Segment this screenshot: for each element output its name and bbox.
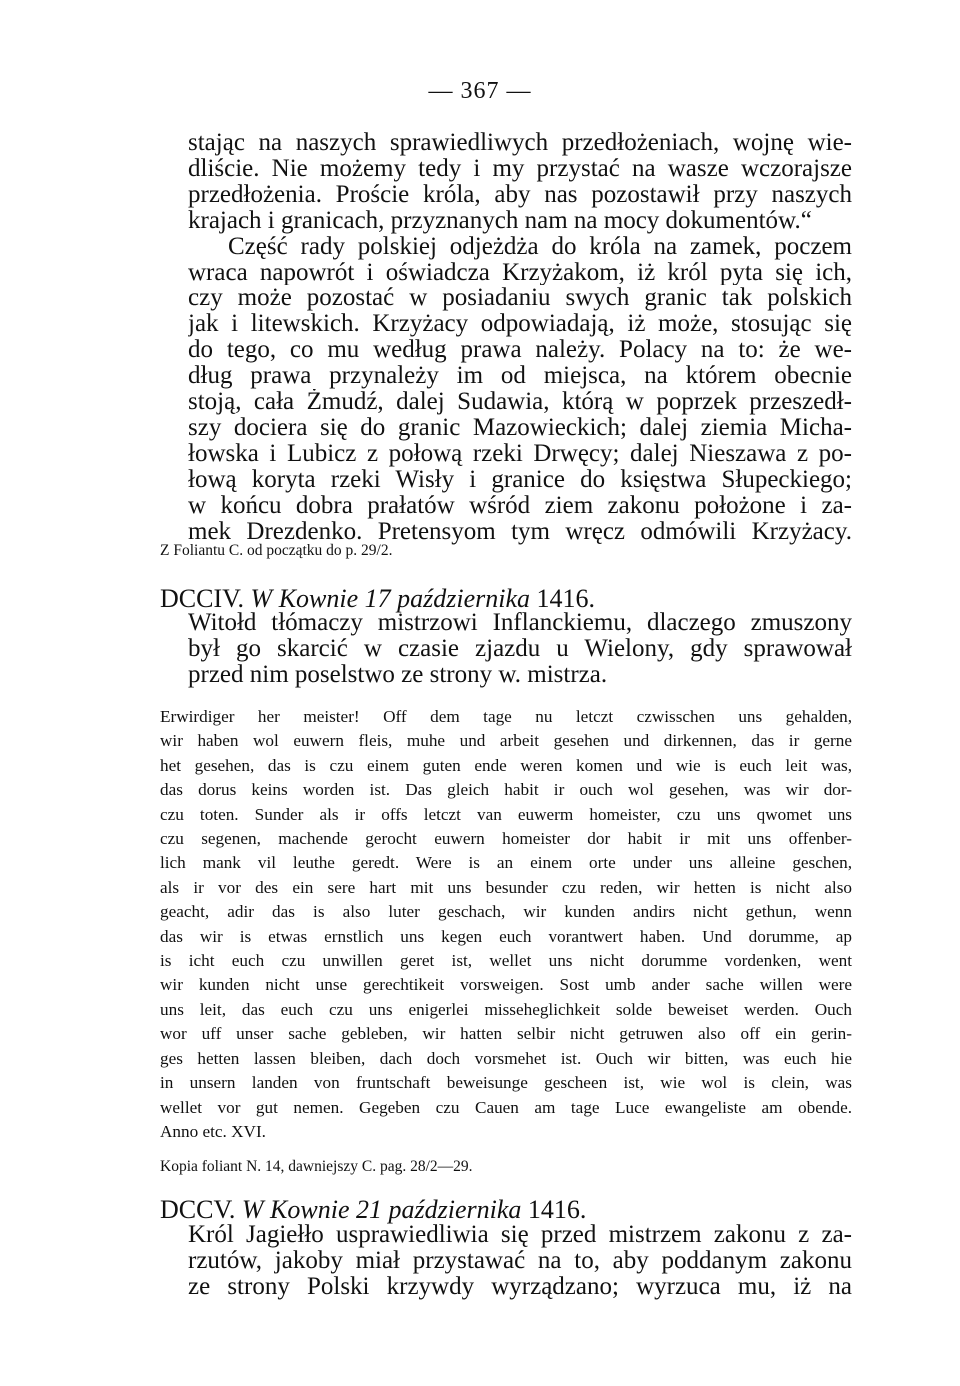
summary-line: rzutów, jakoby miał przystawać na to, aby poddanym zakonu [188,1248,852,1274]
summary-line: Król Jagiełło usprawiedliwia się przed mistrzem zakonu z za- [188,1222,852,1248]
document-number: DCCV. [160,1195,236,1224]
text-line: Anno etc. XVI. [160,1121,266,1141]
text-line: wraca napowrót i oświadcza Krzyżakom, iż król pyta się ich, [188,259,852,286]
text-line: czy może pozostać w posiadaniu swych granic tak polskich [188,285,852,312]
text-line: czu segenen, machende gerocht euwern homeister dor habit ir mit uns offenber- [160,829,852,849]
document-year: 1416. [527,1195,587,1224]
text-line: dług prawa przynależy im od miejsca, na którem obecnie [188,363,852,390]
text-line: wor uff unser sache gebleben, wir hatten selbir nicht getruwen also off ein gerin- [160,1024,852,1044]
text-line: lich mank vil leuthe geredt. Were is an einem orte under uns alleine geschen, [160,853,852,873]
document-text [160,705,852,1144]
text-line: wir haben wol euwern fleis, muhe und arbeit gesehen und dirkennen, das ir gerne [160,731,852,751]
text-line: szy dociera się do granic Mazowieckich; dalej ziemia Micha- [188,414,852,441]
source-note: Kopia foliant N. 14, dawniejszy C. pag. 28/2—29. [160,1158,473,1175]
text-line: Erwirdiger her meister! Off dem tage nu letczt czwisschen uns gehalden, [160,707,852,726]
text-line: stoją, cała Żmudź, dalej Sudawia, którą w poprzek przeszedł- [188,389,852,415]
text-line: als ir vor des ein sere hart mit uns besunder czu reden, wir hetten is nicht also [160,877,852,897]
page-number: — 367 — [428,78,532,104]
summary-line: ze strony Polski krzywdy wyrządzano; wyrzuca mu, iż na [188,1274,852,1300]
text-line: krajach i granicach, przyznanych nam na mocy dokumentów.“ [188,207,812,234]
text-line: ges hetten lassen bleiben, dach doch vorsmehet ist. Ouch wir bitten, was euch hie [160,1048,852,1068]
text-line: das dorus keins worden ist. Das gleich habit ir ouch wol gesehen, was wir dor- [160,780,852,800]
text-line: het gesehen, das is czu einem guten ende weren komen und wie is euch leit was, [160,755,852,775]
text-line: przedłożenia. Proście króla, aby nas pozostawił przy naszych [188,181,852,208]
document-summary [188,1222,852,1300]
text-line: Część rady polskiej odjeżdża do króla na zamek, poczem [228,233,852,260]
document-date: W Kownie 21 października [241,1195,522,1224]
text-line: geacht, adir das is also luter geschach, wir kunden andirs nicht gethun, wenn [160,902,852,922]
document-number: DCCIV. [160,584,245,613]
summary-line: był go skarcić w czasie zjazdu u Wielony, gdy sprawował [188,636,852,662]
summary-line: Witołd tłómaczy mistrzowi Inflanckiemu, dlaczego zmuszony [188,610,852,636]
text-line: czu toten. Sunder als ir offs letczt van euwerm homeister, czu uns qwomet uns [160,804,852,824]
continuation-text [188,130,852,545]
text-line: in unsern landen von fruntschaft beweisunge gescheen ist, wie wol is clein, was [160,1073,852,1093]
text-line: w końcu dobra prałatów wśród ziem zakonu położone i za- [188,492,852,519]
document-year: 1416. [536,584,596,613]
document-summary [188,610,852,688]
text-line: łową koryta rzeki Wisły i granice do księstwa Słupeckiego; [188,466,852,493]
document-heading [160,585,852,613]
source-note: Z Foliantu C. od początku do p. 29/2. [160,542,393,559]
text-line: stając na naszych sprawiedliwych przedłożeniach, wojnę wie- [188,130,852,156]
text-line: das wir is etwas ernstlich uns kegen euch vorantwert haben. Und dorumme, ap [160,926,852,946]
text-line: mek Drezdenko. Pretensyom tym wręcz odmówili Krzyżacy. [188,518,852,545]
text-line: łowska i Lubicz z połową rzeki Drwęcy; dalej Nieszawa z po- [188,440,852,467]
text-line: wir kunden nicht unse gerechtikeit vorsweigen. Sost umb ander sache willen were [160,975,852,995]
document-date: W Kownie 17 października [250,584,531,613]
summary-line: przed nim poselstwo ze strony w. mistrza. [188,662,608,688]
text-line: do tego, co mu według prawa należy. Polacy na to: że we- [188,337,852,364]
text-line: wellet vor gut nemen. Gegeben czu Cauen am tage Luce ewangeliste am obende. [160,1097,852,1117]
text-line: uns leit, das euch czu uns enigerlei misseheglichkeit solde beweiset werden. Ouch [160,999,852,1019]
text-line: is icht euch czu unwillen geret ist, wellet uns nicht dorumme vordenken, went [160,951,852,971]
text-line: dliście. Nie możemy tedy i my przystać na wasze wczorajsze [188,155,852,182]
text-line: jak i litewskich. Krzyżacy odpowiadają, iż może, stosując się [188,311,852,338]
document-heading [160,1196,852,1224]
